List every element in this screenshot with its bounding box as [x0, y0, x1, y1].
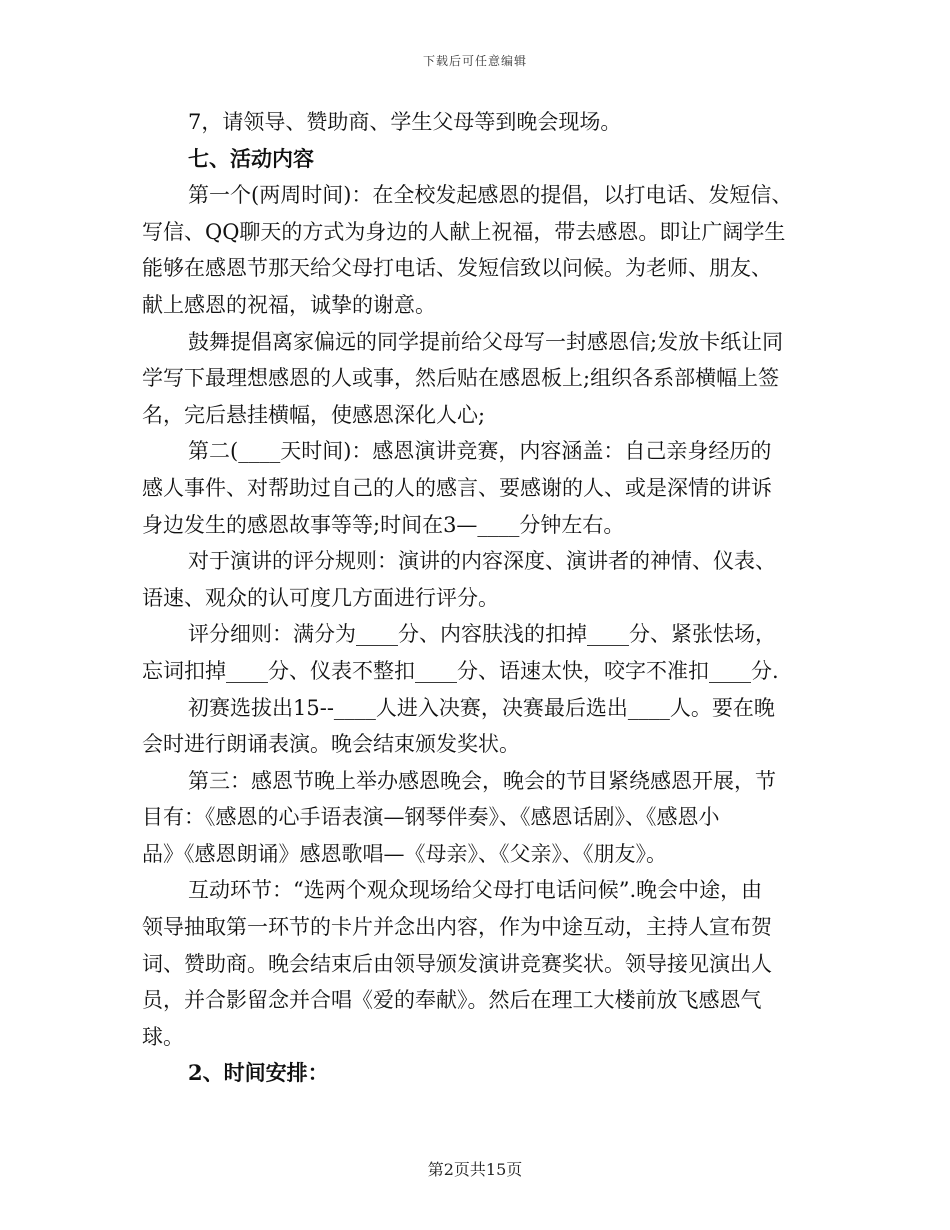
text-line: 互动环节：“选两个观众现场给父母打电话问候”.晚会中途，由: [188, 878, 763, 903]
text-line: 第一个(两周时间)：在全校发起感恩的提倡，以打电话、发短信、: [188, 183, 793, 208]
section-heading: 七、活动内容: [188, 145, 314, 171]
text-line: 身边发生的感恩故事等等;时间在3—____分钟左右。: [142, 512, 625, 537]
text-line: 领导抽取第一环节的卡片并念出内容，作为中途互动，主持人宣布贺: [142, 915, 772, 940]
text-line: 对于演讲的评分规则：演讲的内容深度、演讲者的神情、仪表、: [188, 549, 776, 574]
text-line: 员，并合影留念并合唱《爱的奉献》。然后在理工大楼前放飞感恩气: [142, 988, 762, 1013]
section-heading: 2、时间安排：: [188, 1060, 329, 1086]
text-line: 忘词扣掉____分、仪表不整扣____分、语速太快，咬字不准扣____分.: [142, 658, 779, 683]
page-header: 下载后可任意编辑: [422, 54, 527, 68]
text-line: 写信、QQ聊天的方式为身边的人献上祝福，带去感恩。即让广阔学生: [142, 219, 786, 244]
text-line: 能够在感恩节那天给父母打电话、发短信致以问候。为老师、朋友、: [142, 256, 772, 281]
text-line: 球。: [142, 1024, 184, 1049]
text-line: 7，请领导、赞助商、学生父母等到晚会现场。: [188, 110, 622, 134]
text-line: 语速、观众的认可度几方面进行评分。: [142, 585, 499, 610]
text-line: 目有：《感恩的心手语表演—钢琴伴奏》、《感恩话剧》、《感恩小: [142, 805, 720, 830]
text-line: 初赛选拔出15--____人进入决赛，决赛最后选出____人。要在晚: [188, 695, 775, 720]
text-line: 名，完后悬挂横幅，使感恩深化人心;: [142, 402, 486, 427]
text-line: 会时进行朗诵表演。晚会结束颁发奖状。: [142, 732, 520, 757]
text-line: 第二(____天时间)：感恩演讲竞赛，内容涵盖：自己亲身经历的: [188, 439, 772, 464]
text-line: 词、赞助商。晚会结束后由领导颁发演讲竞赛奖状。领导接见演出人: [142, 951, 772, 976]
text-line: 鼓舞提倡离家偏远的同学提前给父母写一封感恩信;发放卡纸让同: [188, 329, 784, 354]
text-line: 学写下最理想感恩的人或事，然后贴在感恩板上;组织各系部横幅上签: [142, 366, 780, 391]
text-line: 献上感恩的祝福，诚挚的谢意。: [142, 292, 436, 317]
page-footer: 第2页共15页: [427, 1160, 523, 1179]
text-line: 评分细则：满分为____分、内容肤浅的扣掉____分、紧张怯场，: [188, 622, 776, 647]
text-line: 感人事件、对帮助过自己的人的感言、要感谢的人、或是深情的讲诉: [142, 475, 772, 500]
document-body: [142, 104, 822, 1092]
text-line: 品》《感恩朗诵》感恩歌唱—《母亲》、《父亲》、《朋友》。: [142, 841, 667, 866]
text-line: 第三：感恩节晚上举办感恩晚会，晚会的节目紧绕感恩开展，节: [188, 768, 776, 793]
